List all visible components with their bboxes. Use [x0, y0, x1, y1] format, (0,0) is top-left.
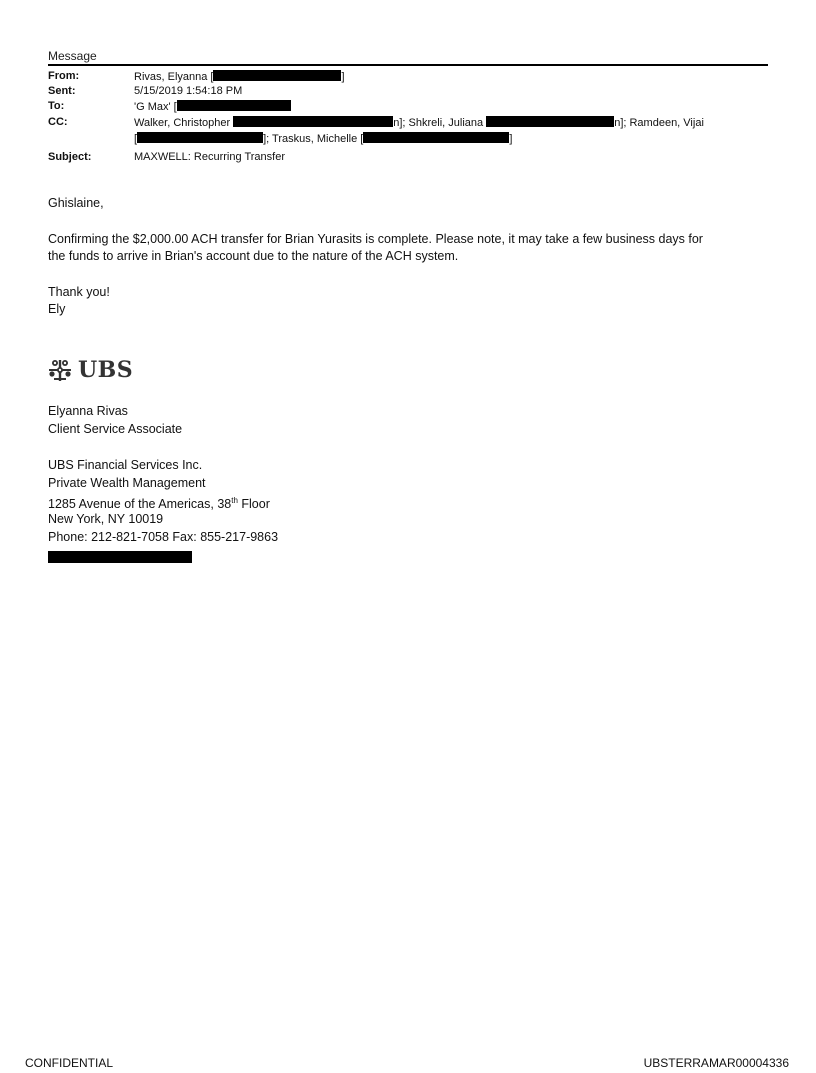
signature-company: UBS Financial Services Inc.	[48, 458, 203, 472]
from-tail: ]	[341, 71, 345, 83]
from-name: Rivas, Elyanna [	[134, 71, 214, 83]
cc-name-shkreli: n]; Shkreli, Juliana	[393, 117, 484, 129]
greeting: Ghislaine,	[48, 196, 104, 210]
signature-name: Elyanna Rivas	[48, 404, 128, 418]
message-paragraph-line1: Confirming the $2,000.00 ACH transfer for Brian Yurasits is complete. Please note, it may take a few business days for	[48, 232, 703, 246]
to-label: To:	[48, 100, 65, 112]
redaction-bar	[48, 551, 192, 563]
signature-division: Private Wealth Management	[48, 476, 206, 490]
subject-label: Subject:	[48, 151, 92, 163]
cc-name-walker: Walker, Christopher	[134, 117, 231, 129]
floor-ordinal: th	[231, 496, 238, 505]
cc-label: CC:	[48, 116, 68, 128]
ubs-logo	[46, 355, 133, 385]
header-divider	[48, 64, 768, 66]
from-label: From:	[48, 70, 80, 82]
cc-name-traskus: ]; Traskus, Michelle [	[263, 133, 364, 145]
cc-bracket-close: ]	[509, 133, 513, 145]
signature-redacted-email	[48, 549, 192, 567]
redaction-bar	[486, 116, 614, 127]
sent-value: 5/15/2019 1:54:18 PM	[134, 85, 243, 97]
cc-bracket-open: [	[134, 133, 138, 145]
closing: Thank you!	[48, 285, 110, 299]
ubs-wordmark: UBS	[78, 357, 134, 383]
footer-confidential: CONFIDENTIAL	[25, 1056, 114, 1070]
subject-value: MAXWELL: Recurring Transfer	[134, 151, 285, 163]
cc-value-line2	[134, 132, 512, 146]
ubs-keys-icon	[46, 357, 74, 383]
signature-phone-fax: Phone: 212-821-7058 Fax: 855-217-9863	[48, 530, 279, 544]
redaction-bar	[233, 116, 393, 127]
sent-label: Sent:	[48, 85, 76, 97]
floor-text: Floor	[237, 497, 270, 512]
to-value	[134, 100, 291, 114]
redaction-bar	[363, 132, 509, 143]
street-text: 1285 Avenue of the Americas, 38	[48, 497, 232, 512]
message-paragraph-line2: the funds to arrive in Brian's account due to the nature of the ACH system.	[48, 249, 459, 263]
redaction-bar	[137, 132, 263, 143]
redaction-bar	[213, 70, 341, 81]
redaction-bar	[177, 100, 291, 111]
signature-address-city: New York, NY 10019	[48, 512, 164, 526]
from-value	[134, 70, 345, 84]
to-name: 'G Max' [	[134, 101, 177, 113]
sender-short-name: Ely	[48, 302, 66, 316]
cc-value-line1	[134, 116, 704, 130]
section-label: Message	[48, 49, 97, 63]
cc-name-ramdeen: n]; Ramdeen, Vijai	[614, 117, 704, 129]
footer-bates-number: UBSTERRAMAR00004336	[643, 1056, 789, 1070]
signature-title: Client Service Associate	[48, 422, 183, 436]
